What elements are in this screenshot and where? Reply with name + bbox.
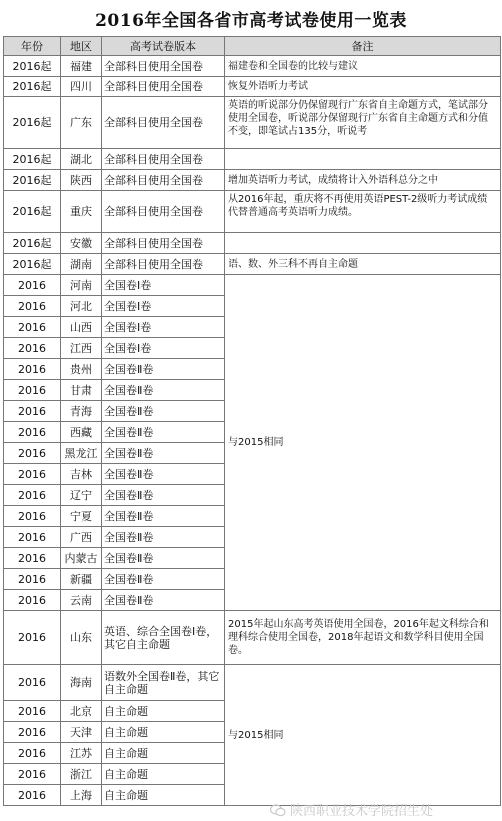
version-cell: 全部科目使用全国卷 [102,77,225,97]
version-cell: 自主命题 [102,701,225,722]
version-cell: 自主命题 [102,722,225,743]
version-cell: 全国卷Ⅱ卷 [102,380,225,401]
note-cell: 语、数、外三科不再自主命题 [225,254,501,275]
version-cell: 全国卷Ⅱ卷 [102,422,225,443]
region-cell: 广东 [61,97,102,149]
region-cell: 黑龙江 [61,443,102,464]
version-cell: 全部科目使用全国卷 [102,97,225,149]
year-cell: 2016 [4,464,61,485]
region-cell: 四川 [61,77,102,97]
year-cell: 2016起 [4,254,61,275]
table-row [4,56,501,77]
region-cell: 安徽 [61,233,102,254]
table-row [4,97,501,149]
version-cell: 英语、综合全国卷Ⅰ卷，其它自主命题 [102,611,225,665]
region-cell: 福建 [61,56,102,77]
year-cell: 2016起 [4,56,61,77]
table-row [4,191,501,233]
version-cell: 全国卷Ⅰ卷 [102,317,225,338]
year-cell: 2016 [4,665,61,701]
table-row [4,254,501,275]
version-cell: 全部科目使用全国卷 [102,56,225,77]
region-cell: 浙江 [61,764,102,785]
merged-note-cell: 与2015相同 [225,665,501,806]
region-cell: 湖南 [61,254,102,275]
year-cell: 2016 [4,548,61,569]
note-cell [225,233,501,254]
region-cell: 重庆 [61,191,102,233]
region-cell: 河南 [61,275,102,296]
region-cell: 山东 [61,611,102,665]
version-cell: 全部科目使用全国卷 [102,149,225,170]
version-cell: 全国卷Ⅱ卷 [102,590,225,611]
region-cell: 上海 [61,785,102,806]
version-cell: 全部科目使用全国卷 [102,191,225,233]
year-cell: 2016 [4,569,61,590]
year-cell: 2016 [4,443,61,464]
version-cell: 全国卷Ⅱ卷 [102,506,225,527]
year-cell: 2016 [4,701,61,722]
header-note: 备注 [225,37,501,56]
region-cell: 吉林 [61,464,102,485]
version-cell: 全部科目使用全国卷 [102,170,225,191]
note-cell: 增加英语听力考试，成绩将计入外语科总分之中 [225,170,501,191]
version-cell: 自主命题 [102,743,225,764]
table-row [4,170,501,191]
region-cell: 甘肃 [61,380,102,401]
year-cell: 2016 [4,338,61,359]
region-cell: 海南 [61,665,102,701]
version-cell: 全国卷Ⅱ卷 [102,464,225,485]
year-cell: 2016 [4,317,61,338]
year-cell: 2016起 [4,170,61,191]
table-row [4,275,501,296]
version-cell: 自主命题 [102,764,225,785]
year-cell: 2016起 [4,191,61,233]
region-cell: 西藏 [61,422,102,443]
year-cell: 2016 [4,764,61,785]
note-text: 英语的听说部分仍保留现行广东省自主命题方式，笔试部分使用全国卷，听说部分保留现行广东省自主命题方式和分值不变，即笔试占135分，听说考 [228,100,488,137]
year-cell: 2016 [4,611,61,665]
header-year: 年份 [4,37,61,56]
table-row [4,233,501,254]
region-cell: 云南 [61,590,102,611]
region-cell: 山西 [61,317,102,338]
note-cell: 从2016年起，重庆将不再使用英语PEST-2级听力考试成绩代替普通高考英语听力成绩。 [225,191,501,233]
watermark-text: 陕西职业技术学院招生处 [290,804,434,819]
table-header-row [4,37,501,56]
year-cell: 2016 [4,506,61,527]
version-cell: 自主命题 [102,785,225,806]
region-cell: 内蒙古 [61,548,102,569]
year-cell: 2016起 [4,149,61,170]
version-cell: 全部科目使用全国卷 [102,254,225,275]
note-cell: 恢复外语听力考试 [225,77,501,97]
version-cell: 全国卷Ⅱ卷 [102,359,225,380]
year-cell: 2016 [4,422,61,443]
region-cell: 辽宁 [61,485,102,506]
region-cell: 青海 [61,401,102,422]
year-cell: 2016起 [4,77,61,97]
year-cell: 2016 [4,722,61,743]
table-row [4,77,501,97]
region-cell: 天津 [61,722,102,743]
merged-note-cell: 与2015相同 [225,275,501,611]
version-cell: 全国卷Ⅱ卷 [102,548,225,569]
version-cell: 全国卷Ⅰ卷 [102,275,225,296]
year-cell: 2016 [4,380,61,401]
table-row [4,665,501,701]
version-cell: 全部科目使用全国卷 [102,233,225,254]
region-cell: 湖北 [61,149,102,170]
year-cell: 2016起 [4,233,61,254]
note-cell [225,149,501,170]
version-cell: 全国卷Ⅰ卷 [102,296,225,317]
note-cell: 福建卷和全国卷的比较与建议 [225,56,501,77]
year-cell: 2016 [4,785,61,806]
version-cell: 全国卷Ⅰ卷 [102,338,225,359]
version-cell: 语数外全国卷Ⅱ卷，其它自主命题 [102,665,225,701]
version-cell: 全国卷Ⅱ卷 [102,527,225,548]
region-cell: 宁夏 [61,506,102,527]
year-cell: 2016 [4,743,61,764]
year-cell: 2016 [4,359,61,380]
year-cell: 2016 [4,296,61,317]
region-cell: 河北 [61,296,102,317]
region-cell: 北京 [61,701,102,722]
table-row [4,149,501,170]
region-cell: 广西 [61,527,102,548]
year-cell: 2016 [4,401,61,422]
wechat-icon [270,804,286,817]
version-cell: 全国卷Ⅱ卷 [102,569,225,590]
note-cell [225,97,501,149]
table-row [4,611,501,665]
watermark [270,800,433,819]
version-cell: 全国卷Ⅱ卷 [102,485,225,506]
note-cell: 2015年起山东高考英语使用全国卷，2016年起文科综合和理科综合使用全国卷，2018年起语文和数学科目使用全国卷。 [225,611,501,665]
year-cell: 2016 [4,590,61,611]
version-cell: 全国卷Ⅱ卷 [102,401,225,422]
page-title: 2016年全国各省市高考试卷使用一览表 [95,11,407,31]
region-cell: 江苏 [61,743,102,764]
region-cell: 新疆 [61,569,102,590]
header-version: 高考试卷版本 [102,37,225,56]
year-cell: 2016起 [4,97,61,149]
year-cell: 2016 [4,527,61,548]
header-region: 地区 [61,37,102,56]
region-cell: 江西 [61,338,102,359]
year-cell: 2016 [4,485,61,506]
region-cell: 陕西 [61,170,102,191]
region-cell: 贵州 [61,359,102,380]
year-cell: 2016 [4,275,61,296]
exam-table [3,36,501,806]
version-cell: 全国卷Ⅱ卷 [102,443,225,464]
